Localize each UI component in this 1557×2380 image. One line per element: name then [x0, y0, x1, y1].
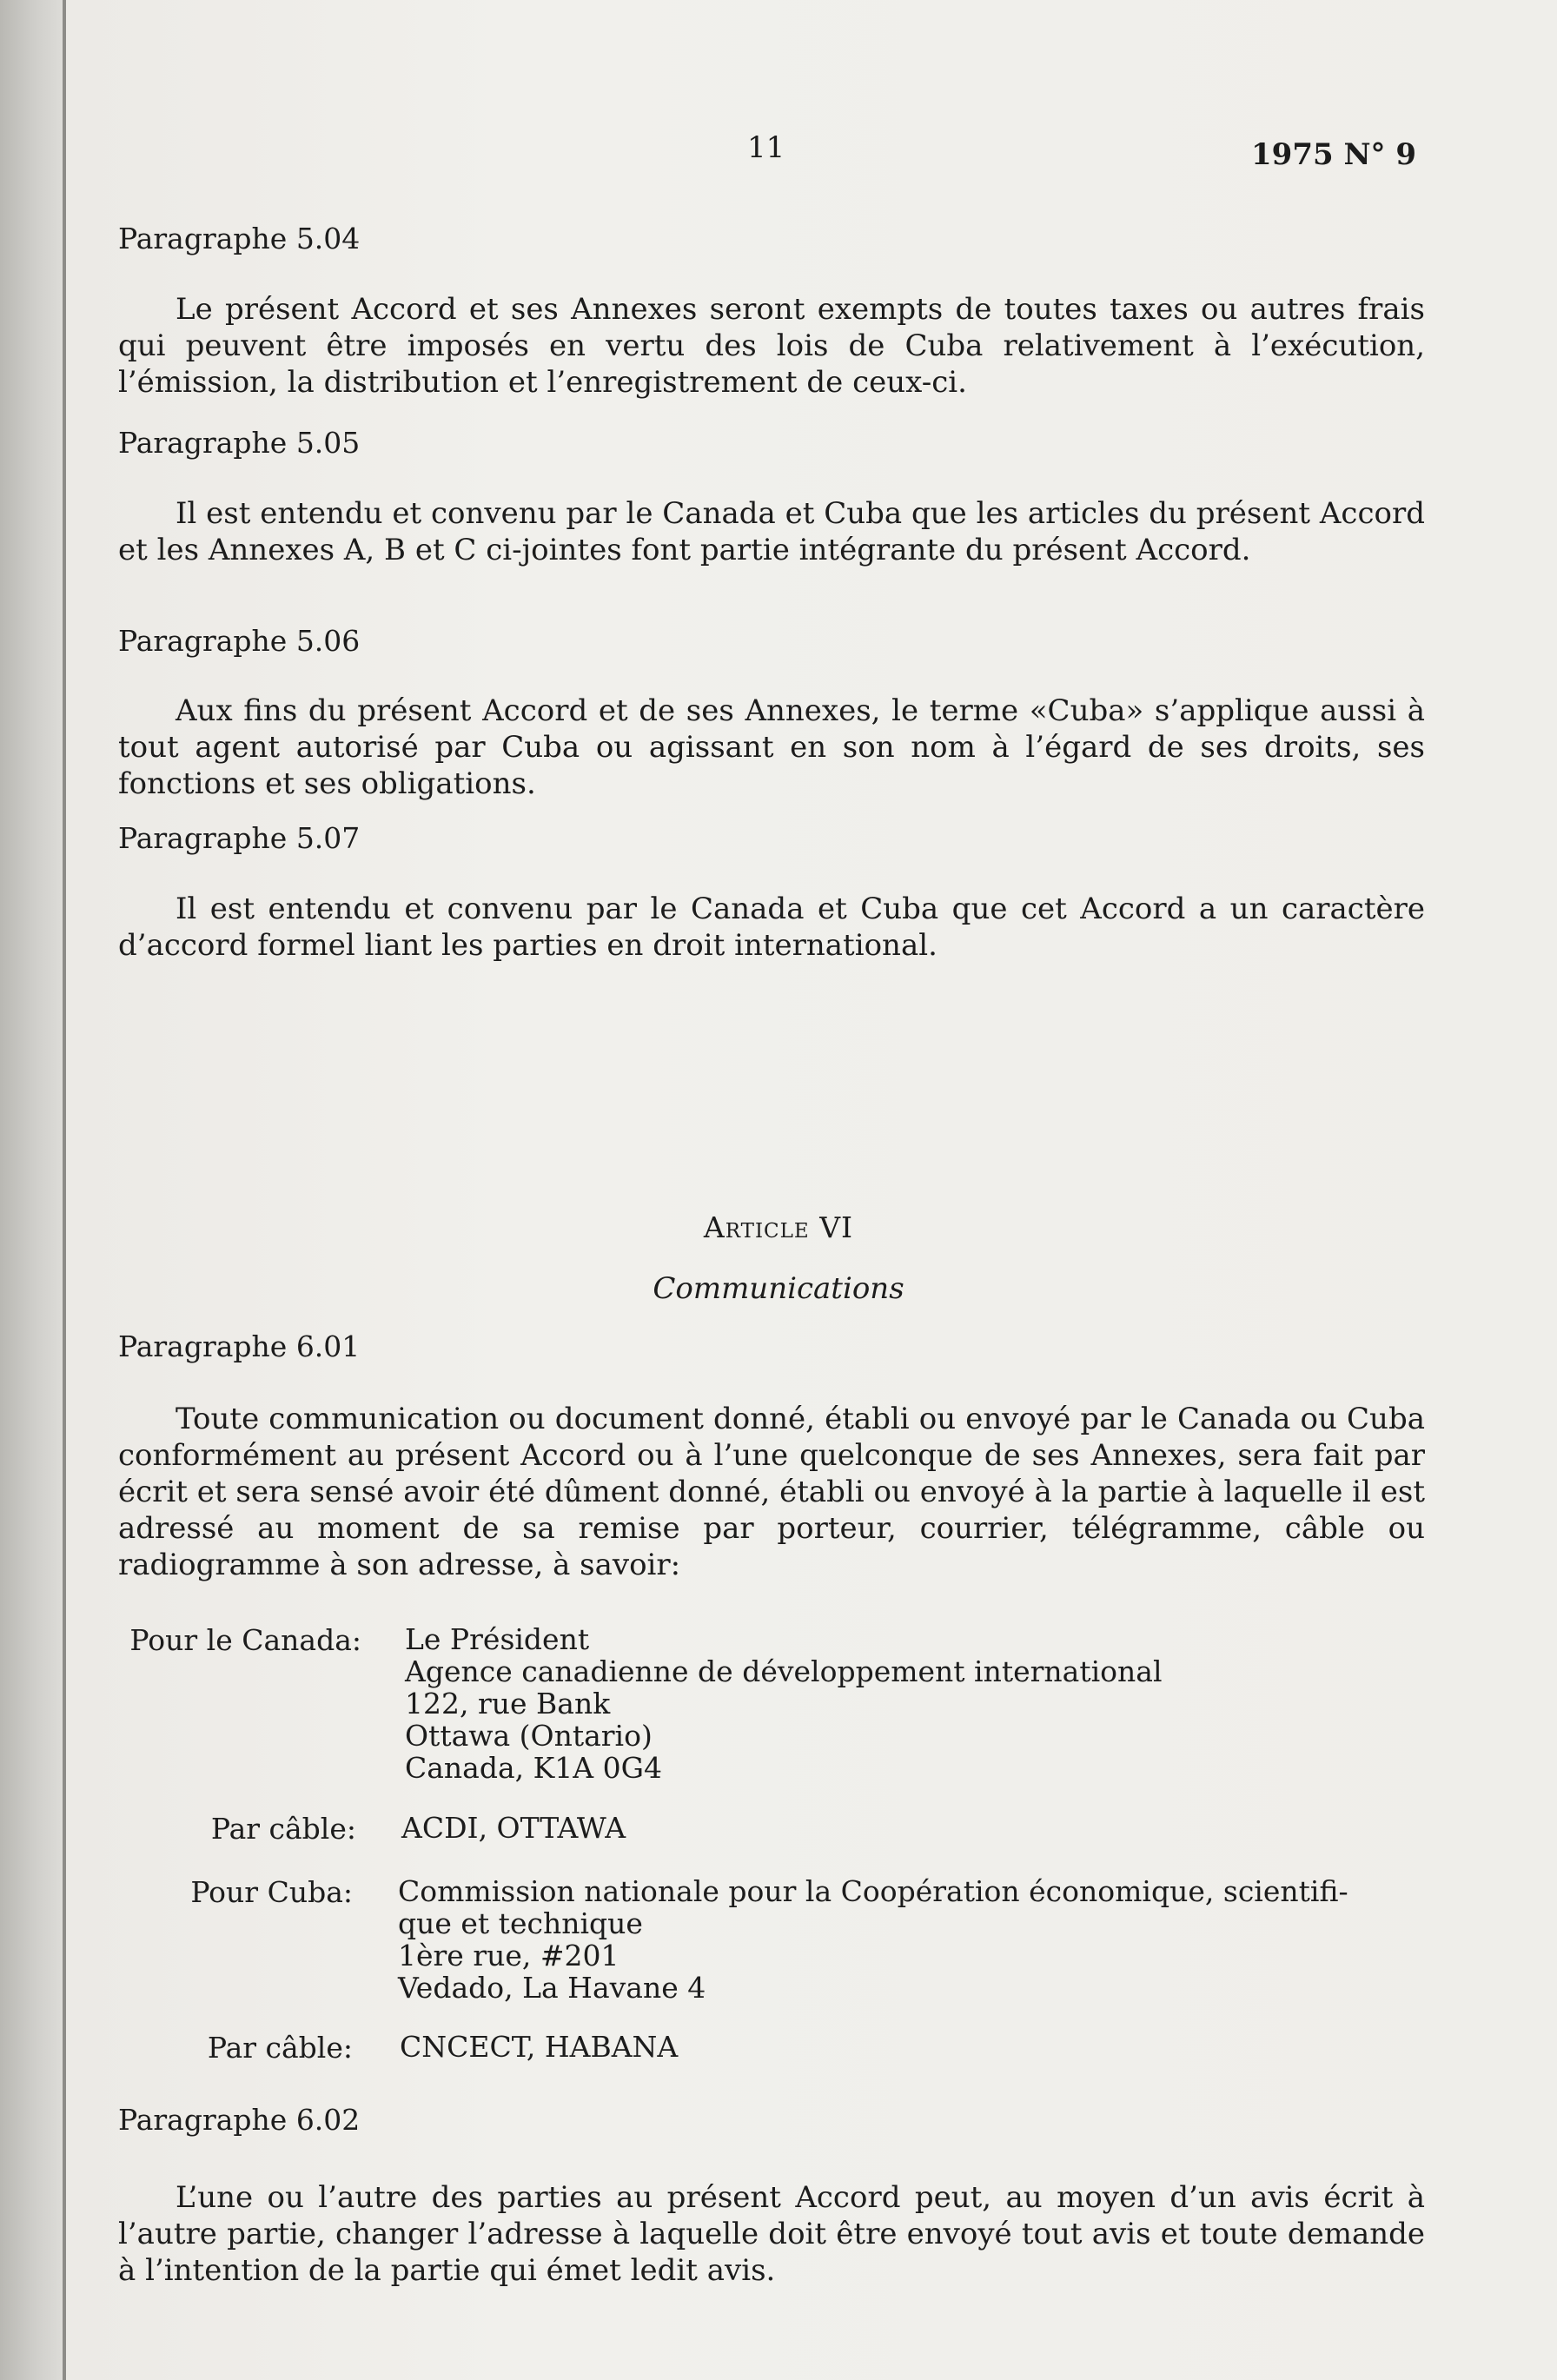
- paragraph-text-5-07: Il est entendu et convenu par le Canada et Cuba que cet Accord a un caractère d’accord formel liant les parties en droit international.: [118, 892, 1425, 963]
- document-reference: 1975 N° 9: [1251, 137, 1417, 172]
- cuba-address: [398, 1875, 1348, 2004]
- cuba-cable-label: Par câble:: [207, 2031, 353, 2065]
- page-gutter: [0, 0, 63, 2380]
- canada-address-line: Canada, K1A 0G4: [405, 1751, 662, 1785]
- paragraph-heading-6-01: Paragraphe 6.01: [118, 1329, 361, 1363]
- canada-cable-label: Par câble:: [210, 1812, 356, 1846]
- paragraph-text-6-02: L’une ou l’autre des parties au présent Accord peut, au moyen d’un avis écrit à l’autre partie, changer l’adresse à laquelle doit être envoyé tout avis et toute demande à l’intention de la partie qui émet ledit avis.: [118, 2180, 1425, 2288]
- canada-address-line: Agence canadienne de développement international: [405, 1654, 1163, 1688]
- page-number: 11: [747, 130, 785, 165]
- paragraph-text-6-01: Toute communication ou document donné, établi ou envoyé par le Canada ou Cuba conformément au présent Accord ou à l’une quelconque de ses Annexes, sera fait par écrit et sera sensé avoir été dûment donné, établi ou envoyé à la partie à laquelle il est adressé au moment de sa remise par porteur, courrier, télégramme, câble ou radiogramme à son adresse, à savoir:: [118, 1402, 1425, 1582]
- paragraph-heading-6-02: Paragraphe 6.02: [118, 2103, 361, 2137]
- article-subtitle: Communications: [653, 1271, 904, 1306]
- canada-cable-address: ACDI, OTTAWA: [401, 1811, 626, 1845]
- paragraph-heading-5-05: Paragraphe 5.05: [118, 426, 361, 460]
- cuba-address-label: Pour Cuba:: [190, 1875, 353, 1909]
- canada-address-line: 122, rue Bank: [405, 1687, 611, 1720]
- paragraph-text-5-04: Le présent Accord et ses Annexes seront exempts de toutes taxes ou autres frais qui peuvent être imposés en vertu des lois de Cuba relativement à l’exécution, l’émission, la distribution et l’enregistrement de ceux-ci.: [118, 292, 1425, 400]
- paragraph-heading-5-06: Paragraphe 5.06: [118, 624, 361, 658]
- canada-address: [405, 1623, 1163, 1784]
- cuba-cable-address: CNCECT, HABANA: [400, 2030, 679, 2064]
- cuba-address-line: Vedado, La Havane 4: [398, 1971, 706, 2005]
- paragraph-heading-5-07: Paragraphe 5.07: [118, 821, 361, 855]
- canada-address-line: Ottawa (Ontario): [405, 1719, 653, 1753]
- paragraph-heading-5-04: Paragraphe 5.04: [118, 222, 361, 255]
- cuba-address-line: que et technique: [398, 1906, 643, 1940]
- cuba-address-line: 1ère rue, #201: [398, 1939, 619, 1972]
- cuba-address-line: Commission nationale pour la Coopération économique, scientifi-: [398, 1874, 1348, 1908]
- article-title: Article VI: [703, 1210, 854, 1244]
- canada-address-line: Le Président: [405, 1622, 590, 1656]
- canada-address-label: Pour le Canada:: [129, 1623, 361, 1657]
- paragraph-text-5-05: Il est entendu et convenu par le Canada et Cuba que les articles du présent Accord et les Annexes A, B et C ci-jointes font partie intégrante du présent Accord.: [118, 496, 1425, 567]
- paragraph-text-5-06: Aux fins du présent Accord et de ses Annexes, le terme «Cuba» s’applique aussi à tout agent autorisé par Cuba ou agissant en son nom à l’égard de ses droits, ses fonctions et ses obligations.: [118, 693, 1425, 801]
